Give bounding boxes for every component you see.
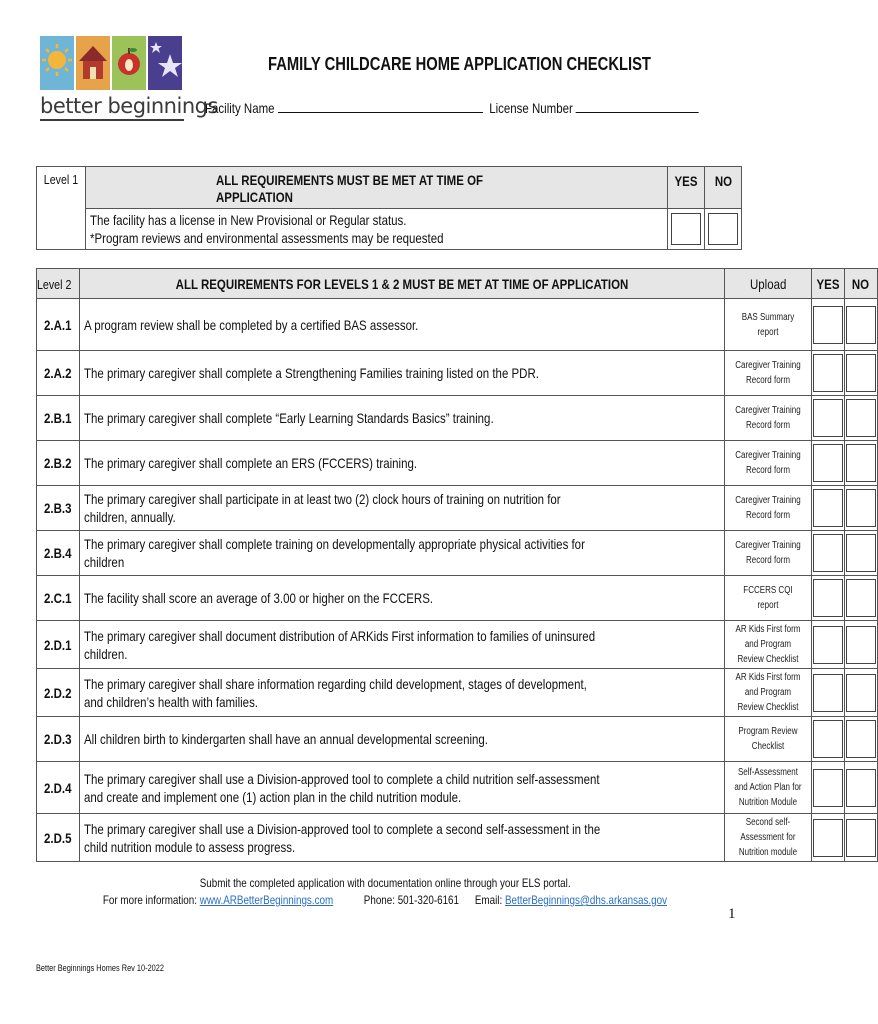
level1-requirement: The facility has a license in New Provisional or Regular status. *Program reviews and environmental assessments may be requested	[85, 209, 667, 250]
level2-heading: ALL REQUIREMENTS FOR LEVELS 1 & 2 MUST BE MET AT TIME OF APPLICATION	[79, 269, 724, 299]
yes-checkbox[interactable]	[813, 444, 843, 482]
no-checkbox[interactable]	[846, 579, 876, 617]
requirement-code: 2.D.5	[37, 814, 80, 862]
upload-document	[724, 621, 811, 669]
better-beginnings-logo	[40, 36, 218, 132]
level1-no-cell	[705, 209, 742, 250]
yes-checkbox[interactable]	[813, 489, 843, 527]
no-checkbox[interactable]	[846, 819, 876, 857]
upload-line: and Program	[744, 639, 792, 650]
level2-yes-header: YES	[811, 269, 844, 299]
license-number-field[interactable]	[576, 101, 699, 113]
no-cell	[844, 814, 877, 862]
upload-line: Record form	[745, 510, 790, 521]
upload-line: Nutrition module	[738, 847, 798, 858]
upload-line: Self-Assessment	[737, 767, 798, 778]
requirement-code: 2.D.2	[37, 669, 80, 717]
submit-instructions: Submit the completed application with documentation online through your ELS portal.	[199, 876, 571, 890]
upload-line: Caregiver Training	[735, 540, 801, 551]
requirement-row	[37, 576, 878, 621]
yes-cell	[811, 299, 844, 351]
upload-line: FCCERS CQI	[743, 585, 793, 596]
no-checkbox[interactable]	[846, 444, 876, 482]
revision-note: Better Beginnings Homes Rev 10-2022	[36, 963, 164, 973]
upload-document	[724, 762, 811, 814]
level1-table	[36, 166, 742, 250]
no-cell	[844, 299, 877, 351]
upload-document	[724, 299, 811, 351]
page-title: FAMILY CHILDCARE HOME APPLICATION CHECKLIST	[268, 54, 651, 74]
upload-document	[724, 351, 811, 396]
no-cell	[844, 621, 877, 669]
requirement-code: 2.B.4	[37, 531, 80, 576]
email-link[interactable]: BetterBeginnings@dhs.arkansas.gov	[504, 893, 668, 907]
facility-name-label: Facility Name	[205, 100, 275, 116]
upload-line: Review Checklist	[737, 702, 799, 713]
no-checkbox[interactable]	[846, 306, 876, 344]
requirement-text: All children birth to kindergarten shall have an annual developmental screening.	[79, 717, 724, 762]
no-cell	[844, 396, 877, 441]
no-checkbox[interactable]	[846, 489, 876, 527]
level1-no-header: NO	[705, 167, 742, 209]
yes-checkbox[interactable]	[813, 399, 843, 437]
yes-checkbox[interactable]	[813, 579, 843, 617]
upload-line: Nutrition Module	[738, 797, 798, 808]
house-icon	[76, 36, 110, 90]
no-checkbox[interactable]	[846, 399, 876, 437]
apple-icon	[112, 36, 146, 90]
no-cell	[844, 576, 877, 621]
upload-line: Caregiver Training	[735, 360, 801, 371]
logo-wordmark: better beginnings	[40, 94, 218, 118]
yes-cell	[811, 441, 844, 486]
level1-heading: ALL REQUIREMENTS MUST BE MET AT TIME OF APPLICATION	[85, 167, 667, 209]
upload-line: and Action Plan for	[734, 782, 802, 793]
upload-line: Caregiver Training	[735, 495, 801, 506]
stars-icon	[148, 36, 182, 90]
upload-document	[724, 486, 811, 531]
upload-line: BAS Summary	[741, 311, 795, 323]
no-checkbox[interactable]	[846, 626, 876, 664]
upload-line: Record form	[745, 465, 790, 476]
upload-line: Record form	[745, 375, 790, 386]
upload-line: Checklist	[751, 741, 785, 752]
upload-line: AR Kids First form	[735, 624, 801, 635]
requirement-code: 2.B.1	[37, 396, 80, 441]
yes-cell	[811, 717, 844, 762]
requirement-row	[37, 486, 878, 531]
yes-cell	[811, 396, 844, 441]
upload-line: Caregiver Training	[735, 450, 801, 461]
requirement-row	[37, 762, 878, 814]
requirement-text: The primary caregiver shall use a Division-approved tool to complete a child nutrition self-assessment and create and implement one (1) action plan in the child nutrition module.	[79, 762, 724, 814]
page-number: 1	[728, 906, 736, 922]
level2-label: Level 2	[37, 269, 80, 299]
email-label: Email:	[474, 893, 503, 907]
upload-document	[724, 814, 811, 862]
yes-checkbox[interactable]	[813, 674, 843, 712]
no-cell	[844, 351, 877, 396]
yes-checkbox[interactable]	[813, 720, 843, 758]
upload-line: Program Review	[738, 726, 798, 737]
upload-document	[724, 396, 811, 441]
level1-yes-cell	[668, 209, 705, 250]
upload-line: Record form	[745, 420, 790, 431]
requirement-code: 2.C.1	[37, 576, 80, 621]
upload-document	[724, 441, 811, 486]
requirement-code: 2.D.1	[37, 621, 80, 669]
sun-icon	[40, 36, 74, 90]
requirement-row	[37, 814, 878, 862]
level1-yes-checkbox[interactable]	[671, 213, 701, 245]
level1-no-checkbox[interactable]	[708, 213, 738, 245]
requirement-row	[37, 717, 878, 762]
requirement-code: 2.D.3	[37, 717, 80, 762]
logo-tiles	[40, 36, 188, 90]
info-label: For more information:	[102, 893, 198, 907]
requirement-row	[37, 441, 878, 486]
website-link[interactable]: www.ARBetterBeginnings.com	[199, 893, 334, 907]
yes-checkbox[interactable]	[813, 534, 843, 572]
upload-document	[724, 717, 811, 762]
no-cell	[844, 486, 877, 531]
no-cell	[844, 669, 877, 717]
no-cell	[844, 531, 877, 576]
footer	[0, 876, 770, 907]
requirement-row	[37, 299, 878, 351]
yes-cell	[811, 621, 844, 669]
upload-line: Record form	[745, 555, 790, 566]
requirement-code: 2.A.1	[37, 299, 80, 351]
requirement-text: The primary caregiver shall complete “Early Learning Standards Basics” training.	[79, 396, 724, 441]
requirement-code: 2.B.3	[37, 486, 80, 531]
upload-line: Review Checklist	[737, 654, 799, 665]
requirement-row	[37, 531, 878, 576]
requirement-text: The primary caregiver shall document distribution of ARKids First information to families of uninsured children.	[79, 621, 724, 669]
phone-number: Phone: 501-320-6161	[363, 893, 460, 907]
no-checkbox[interactable]	[846, 534, 876, 572]
level1-yes-header: YES	[668, 167, 705, 209]
upload-line: Caregiver Training	[735, 405, 801, 416]
yes-checkbox[interactable]	[813, 819, 843, 857]
requirement-text: The primary caregiver shall share information regarding child development, stages of development, and children’s health with families.	[79, 669, 724, 717]
yes-cell	[811, 531, 844, 576]
upload-line: report	[757, 600, 779, 611]
level2-no-header: NO	[844, 269, 877, 299]
upload-line: report	[757, 326, 779, 338]
upload-document	[724, 531, 811, 576]
upload-line: AR Kids First form	[735, 672, 801, 683]
logo-rule	[40, 119, 184, 121]
no-checkbox[interactable]	[846, 769, 876, 807]
requirement-row	[37, 669, 878, 717]
requirement-text: The primary caregiver shall use a Division-approved tool to complete a second self-assessment in the child nutrition module to assess progress.	[79, 814, 724, 862]
requirement-text: A program review shall be completed by a certified BAS assessor.	[79, 299, 724, 351]
requirement-text: The primary caregiver shall complete an ERS (FCCERS) training.	[79, 441, 724, 486]
upload-line: Assessment for	[740, 832, 796, 843]
facility-name-field[interactable]	[278, 101, 483, 113]
yes-checkbox[interactable]	[813, 306, 843, 344]
no-checkbox[interactable]	[846, 674, 876, 712]
requirement-text: The primary caregiver shall complete a Strengthening Families training listed on the PDR.	[79, 351, 724, 396]
requirement-code: 2.D.4	[37, 762, 80, 814]
upload-document	[724, 669, 811, 717]
yes-checkbox[interactable]	[813, 354, 843, 392]
upload-line: and Program	[744, 687, 792, 698]
requirement-code: 2.B.2	[37, 441, 80, 486]
yes-checkbox[interactable]	[813, 626, 843, 664]
upload-line: Second self-	[745, 817, 791, 828]
requirement-row	[37, 621, 878, 669]
no-cell	[844, 762, 877, 814]
yes-cell	[811, 814, 844, 862]
no-checkbox[interactable]	[846, 720, 876, 758]
yes-cell	[811, 576, 844, 621]
no-checkbox[interactable]	[846, 354, 876, 392]
no-cell	[844, 717, 877, 762]
yes-cell	[811, 762, 844, 814]
yes-cell	[811, 351, 844, 396]
level2-table	[36, 268, 878, 862]
requirement-text: The primary caregiver shall complete training on developmentally appropriate physical activities for children	[79, 531, 724, 576]
upload-header: Upload	[724, 269, 811, 299]
no-cell	[844, 441, 877, 486]
yes-cell	[811, 669, 844, 717]
requirement-text: The primary caregiver shall participate in at least two (2) clock hours of training on nutrition for children, annually.	[79, 486, 724, 531]
requirement-code: 2.A.2	[37, 351, 80, 396]
requirement-row	[37, 396, 878, 441]
level2-rows	[37, 299, 878, 862]
upload-document	[724, 576, 811, 621]
requirement-row	[37, 351, 878, 396]
level1-label: Level 1	[37, 167, 86, 250]
yes-cell	[811, 486, 844, 531]
yes-checkbox[interactable]	[813, 769, 843, 807]
requirement-text: The facility shall score an average of 3.00 or higher on the FCCERS.	[79, 576, 724, 621]
facility-license-line	[205, 100, 735, 116]
license-number-label: License Number	[489, 100, 573, 116]
